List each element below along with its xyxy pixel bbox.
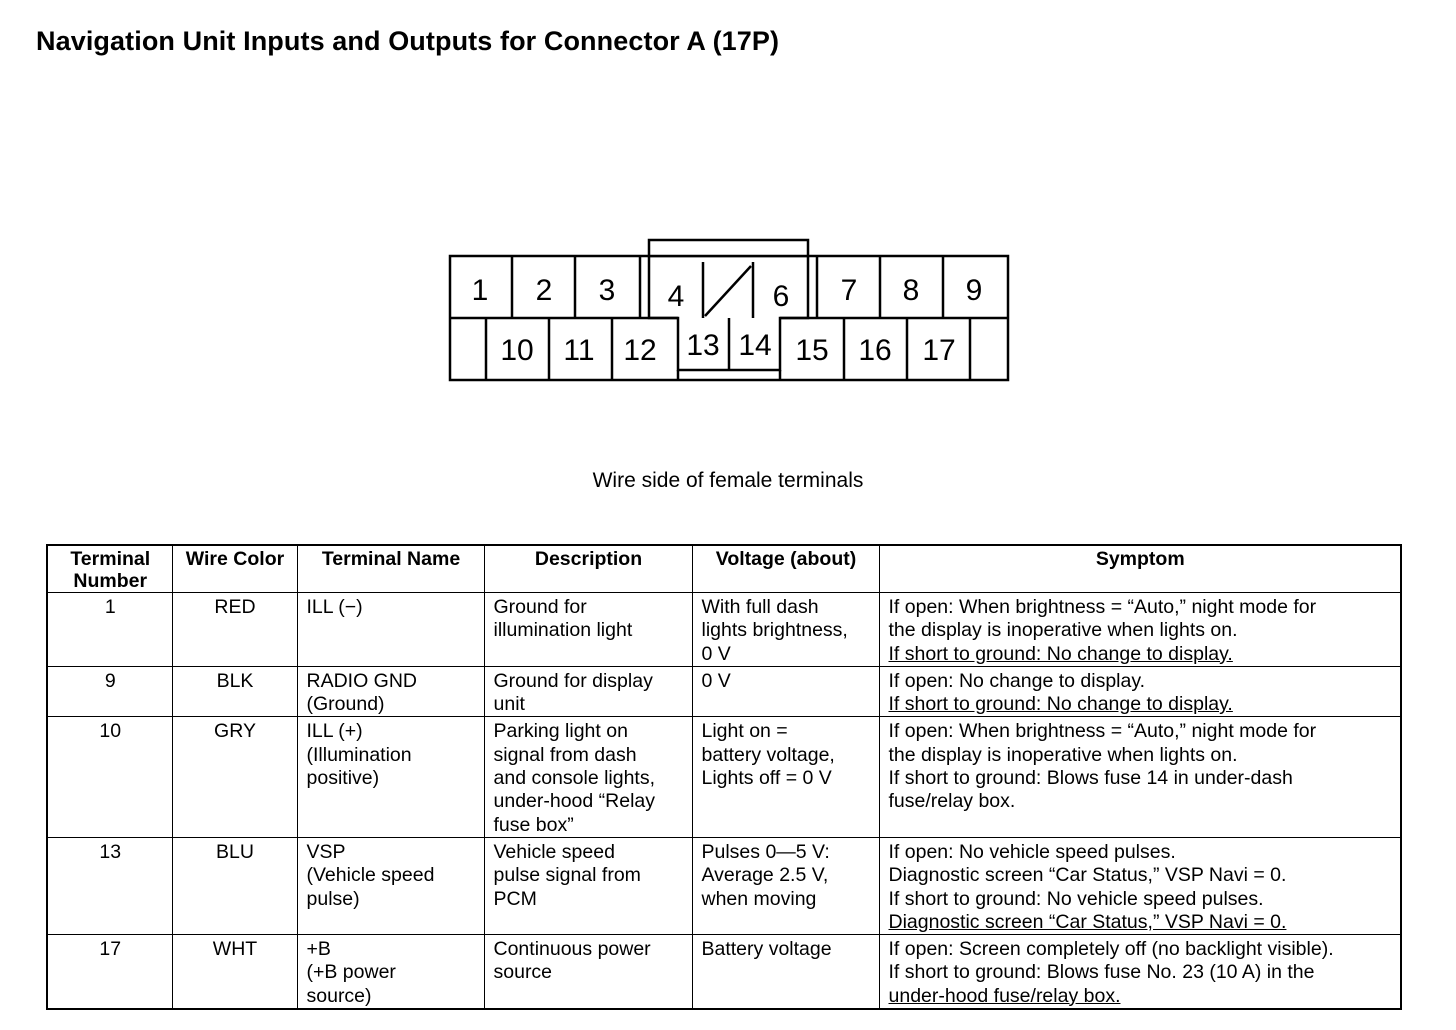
terminal-number-cell: 13 bbox=[47, 837, 172, 934]
header-description: Description bbox=[484, 545, 692, 593]
description-cell: Continuous power source bbox=[484, 935, 692, 1009]
pin-9-label: 9 bbox=[965, 274, 983, 307]
wire-color-cell: BLU bbox=[172, 837, 297, 934]
pin-12-label: 12 bbox=[623, 334, 657, 367]
description-cell: Vehicle speed pulse signal from PCM bbox=[484, 837, 692, 934]
voltage-cell: Pulses 0—5 V: Average 2.5 V, when moving bbox=[692, 837, 879, 934]
voltage-cell: Light on = battery voltage, Lights off = 0 V bbox=[692, 717, 879, 837]
description-cell: Ground for display unit bbox=[484, 666, 692, 717]
wire-color-cell: GRY bbox=[172, 717, 297, 837]
voltage-cell: 0 V bbox=[692, 666, 879, 717]
voltage-cell: With full dash lights brightness, 0 V bbox=[692, 593, 879, 667]
pin-14-label: 14 bbox=[738, 329, 772, 362]
table-row bbox=[47, 666, 1401, 717]
symptom-cell: If open: When brightness = “Auto,” night mode for the display is inoperative when lights on. If short to ground: Blows fuse 14 in under-dash fuse/relay box. bbox=[879, 717, 1401, 837]
symptom-cell: If open: No change to display. If short to ground: No change to display. bbox=[879, 666, 1401, 717]
header-terminal-name: Terminal Name bbox=[297, 545, 484, 593]
terminal-name-cell: VSP (Vehicle speed pulse) bbox=[297, 837, 484, 934]
header-symptom: Symptom bbox=[879, 545, 1401, 593]
symptom-cell: If open: When brightness = “Auto,” night mode for the display is inoperative when lights on. If short to ground: No change to display. bbox=[879, 593, 1401, 667]
terminal-name-cell: ILL (−) bbox=[297, 593, 484, 667]
description-cell: Ground for illumination light bbox=[484, 593, 692, 667]
symptom-cell: If open: Screen completely off (no backlight visible). If short to ground: Blows fuse No. 23 (10 A) in the under-hood fuse/relay box. bbox=[879, 935, 1401, 1009]
terminal-number-cell: 17 bbox=[47, 935, 172, 1009]
pin-15-label: 15 bbox=[795, 334, 829, 367]
table-header-row bbox=[47, 545, 1401, 593]
terminal-number-cell: 9 bbox=[47, 666, 172, 717]
pin-8-label: 8 bbox=[902, 274, 920, 307]
table-row bbox=[47, 837, 1401, 934]
pin-3-label: 3 bbox=[598, 274, 616, 307]
pin-7-label: 7 bbox=[840, 274, 858, 307]
pin-6-label: 6 bbox=[772, 280, 790, 313]
pin-13-label: 13 bbox=[686, 329, 720, 362]
symptom-cell: If open: No vehicle speed pulses. Diagnostic screen “Car Status,” VSP Navi = 0. If short to ground: No vehicle speed pulses. Diagnostic screen “Car Status,” VSP Navi = 0. bbox=[879, 837, 1401, 934]
header-voltage: Voltage (about) bbox=[692, 545, 879, 593]
pin-4-label: 4 bbox=[667, 280, 685, 313]
terminal-number-cell: 1 bbox=[47, 593, 172, 667]
voltage-cell: Battery voltage bbox=[692, 935, 879, 1009]
wire-color-cell: BLK bbox=[172, 666, 297, 717]
table-row bbox=[47, 935, 1401, 1009]
table-row bbox=[47, 717, 1401, 837]
terminal-name-cell: ILL (+) (Illumination positive) bbox=[297, 717, 484, 837]
connector-caption: Wire side of female terminals bbox=[592, 469, 864, 492]
pin-2-label: 2 bbox=[535, 274, 553, 307]
io-table bbox=[46, 544, 1402, 1010]
page-title: Navigation Unit Inputs and Outputs for Connector A (17P) bbox=[36, 26, 780, 56]
wire-color-cell: WHT bbox=[172, 935, 297, 1009]
connector-diagram bbox=[0, 0, 1456, 440]
pin-1-label: 1 bbox=[471, 274, 489, 307]
pin-17-label: 17 bbox=[922, 334, 956, 367]
header-terminal-number: Terminal Number bbox=[47, 545, 172, 593]
pin-11-label: 11 bbox=[563, 334, 595, 367]
terminal-name-cell: +B (+B power source) bbox=[297, 935, 484, 1009]
terminal-name-cell: RADIO GND (Ground) bbox=[297, 666, 484, 717]
pin-10-label: 10 bbox=[500, 334, 534, 367]
table-row bbox=[47, 593, 1401, 667]
description-cell: Parking light on signal from dash and console lights, under-hood “Relay fuse box” bbox=[484, 717, 692, 837]
terminal-number-cell: 10 bbox=[47, 717, 172, 837]
wire-color-cell: RED bbox=[172, 593, 297, 667]
header-wire-color: Wire Color bbox=[172, 545, 297, 593]
pin-16-label: 16 bbox=[858, 334, 892, 367]
